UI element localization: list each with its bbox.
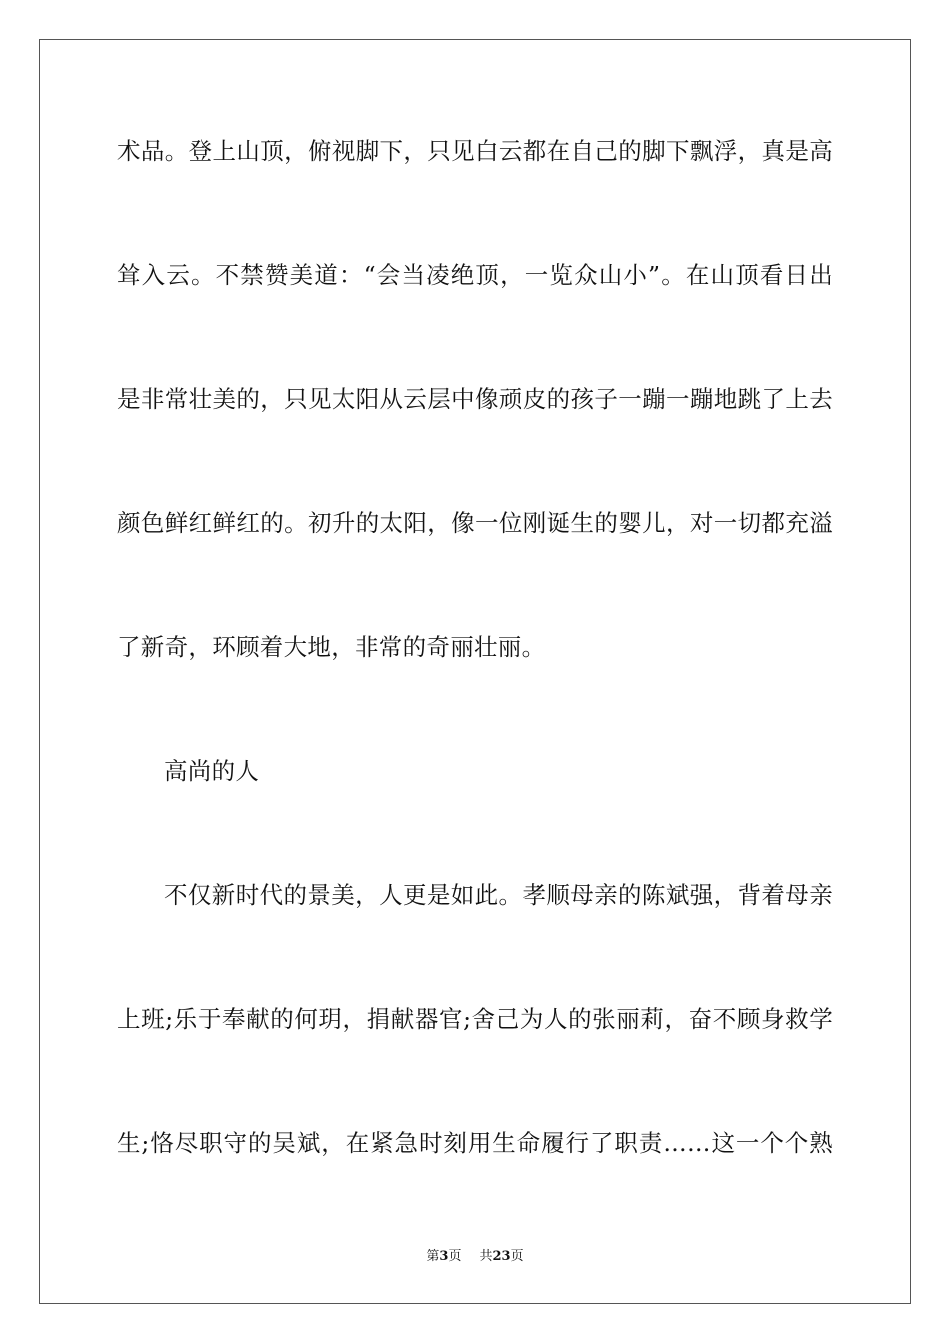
body-line-1: 术品。登上山顶，俯视脚下，只见白云都在自己的脚下飘浮，真是高 <box>117 137 833 165</box>
body-line-9: 生;恪尽职守的吴斌，在紧急时刻用生命履行了职责……这一个个熟 <box>117 1129 833 1157</box>
total-pages: 23 <box>492 1249 511 1264</box>
page-suffix: 页 <box>448 1249 462 1264</box>
total-suffix: 页 <box>510 1249 524 1264</box>
body-line-8: 上班;乐于奉献的何玥，捐献器官;舍己为人的张丽莉，奋不顾身救学 <box>117 1005 833 1033</box>
page-border <box>39 39 911 1304</box>
body-line-7: 不仅新时代的景美，人更是如此。孝顺母亲的陈斌强，背着母亲 <box>164 881 833 909</box>
page-footer <box>0 1248 950 1266</box>
body-line-3: 是非常壮美的，只见太阳从云层中像顽皮的孩子一蹦一蹦地跳了上去 <box>117 385 833 413</box>
page-prefix: 第 <box>426 1249 440 1264</box>
total-prefix: 共 <box>479 1249 493 1264</box>
body-line-4: 颜色鲜红鲜红的。初升的太阳，像一位刚诞生的婴儿，对一切都充溢 <box>117 509 833 537</box>
section-heading: 高尚的人 <box>164 757 260 785</box>
body-line-2: 耸入云。不禁赞美道：“会当凌绝顶，一览众山小”。在山顶看日出 <box>117 261 833 289</box>
body-line-5: 了新奇，环顾着大地，非常的奇丽壮丽。 <box>117 633 546 661</box>
page-number: 3 <box>439 1249 449 1264</box>
